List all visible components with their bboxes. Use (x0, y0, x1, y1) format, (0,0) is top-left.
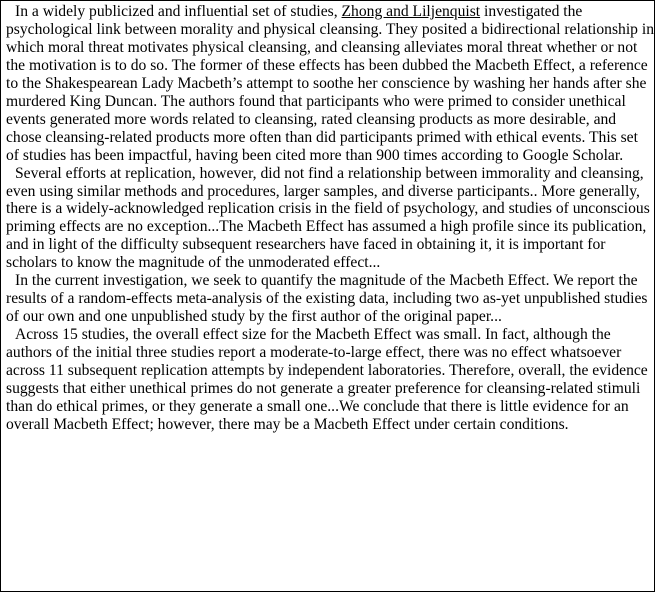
paragraph-1-rest: investigated the psychological link between morality and physical cleansing. They posited a bidirectional relationship in which moral threat motivates physical cleansing, and cleansing alleviates moral threat whether or not the motivation is to do so. The former of these effects has been dubbed the Macbeth Effect, a reference to the Shakespearean Lady Macbeth’s attempt to soothe her conscience by washing her hands after she murdered King Duncan. The authors found that participants who were primed to consider unethical events generated more words related to cleansing, rated cleansing products as more desirable, and chose cleansing-related products more often than did participants primed with ethical events. This set of studies has been impactful, having been cited more than 900 times according to Google Scholar. (6, 3, 654, 164)
paragraph-4: Across 15 studies, the overall effect size for the Macbeth Effect was small. In fact, although the authors of the initial three studies report a moderate-to-large effect, there was no effect whatsoever across 11 subsequent replication attempts by independent laboratories. Therefore, overall, the evidence suggests that either unethical primes do not generate a greater preference for cleansing-related stimuli than do ethical primes, or they generate a small one...We conclude that there is little evidence for an overall Macbeth Effect; however, there may be a Macbeth Effect under certain conditions. (6, 326, 648, 433)
paragraph-2: Several efforts at replication, however, did not find a relationship between immorality and cleansing, even using similar methods and procedures, larger samples, and diverse participants.. More generally, there is a widely-acknowledged replication crisis in the field of psychology, and studies of unconscious priming effects are no exception...The Macbeth Effect has assumed a high profile since its publication, and in light of the difficulty subsequent researchers have faced in obtaining it, it is important for scholars to know the magnitude of the unmoderated effect... (6, 164, 650, 272)
paragraph-3: In the current investigation, we seek to quantify the magnitude of the Macbeth Effect. We report the results of a random-effects meta-analysis of the existing data, including two as-yet unpublished studies of our own and one unpublished study by the first author of the original paper... (6, 272, 648, 326)
citation-link[interactable]: Zhong and Liljenquist (341, 3, 481, 20)
document-body (6, 3, 654, 434)
paragraph-1-lead: In a widely publicized and influential set of studies, (15, 3, 342, 20)
paragraph-1 (6, 3, 654, 165)
